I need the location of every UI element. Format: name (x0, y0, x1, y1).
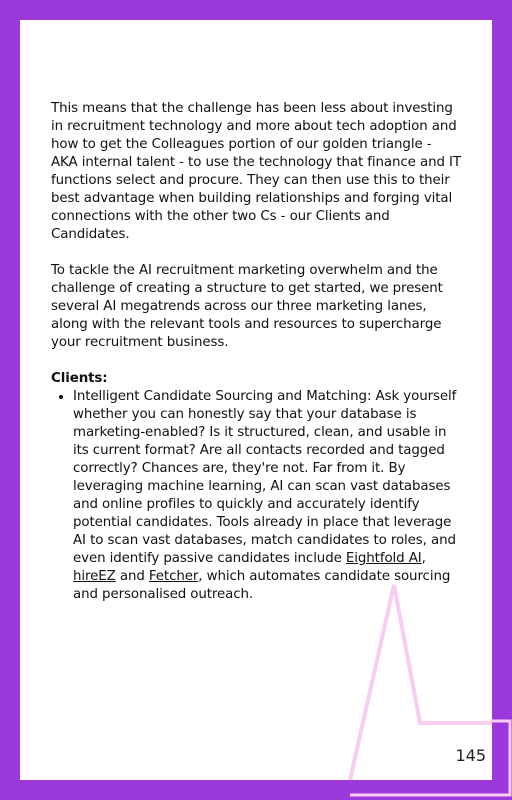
clients-heading: Clients: (51, 371, 108, 386)
paragraph-colleagues: This means that the challenge has been less about investing in recruitment technology and more about tech adoption and how to get the Colleagues portion of our golden triangle - AKA internal talent - to use the technology that finance and IT functions select and procure. They can then use this to their best advantage when building relationships and forging vital connections with the other two Cs - our Clients and Candidates. (51, 101, 461, 242)
page-number: 145 (455, 746, 486, 765)
link-eightfold-ai[interactable]: Eightfold AI (345, 551, 422, 566)
separator-comma: , (421, 551, 426, 566)
bullet-text: Intelligent Candidate Sourcing and Matching: Ask yourself whether you can honestly say that your database is marketing-enabled? Is it structured, clean, and usable in its current format? Are all contacts recorded and tagged correctly? Chances are, they're not. Far from it. By leveraging machine learning, AI can scan vast databases and online profiles to quickly and accurately identify potential candidates. Tools already in place that leverage AI to scan vast databases, match candidates to roles, and even identify passive candidates include (73, 389, 457, 566)
link-hireez[interactable]: hireEZ (73, 569, 116, 584)
separator-and: and (115, 569, 149, 584)
paragraph-megatrends: To tackle the AI recruitment marketing overwhelm and the challenge of creating a structure to get started, we present several AI megatrends across our three marketing lanes, along with the relevant tools and resources to supercharge your recruitment business. (51, 263, 443, 350)
bullet-tail-text: , which automates candidate sourcing and personalised outreach. (73, 569, 451, 602)
link-fetcher[interactable]: Fetcher (148, 569, 199, 584)
decorative-line-frame-overlay (330, 0, 512, 800)
